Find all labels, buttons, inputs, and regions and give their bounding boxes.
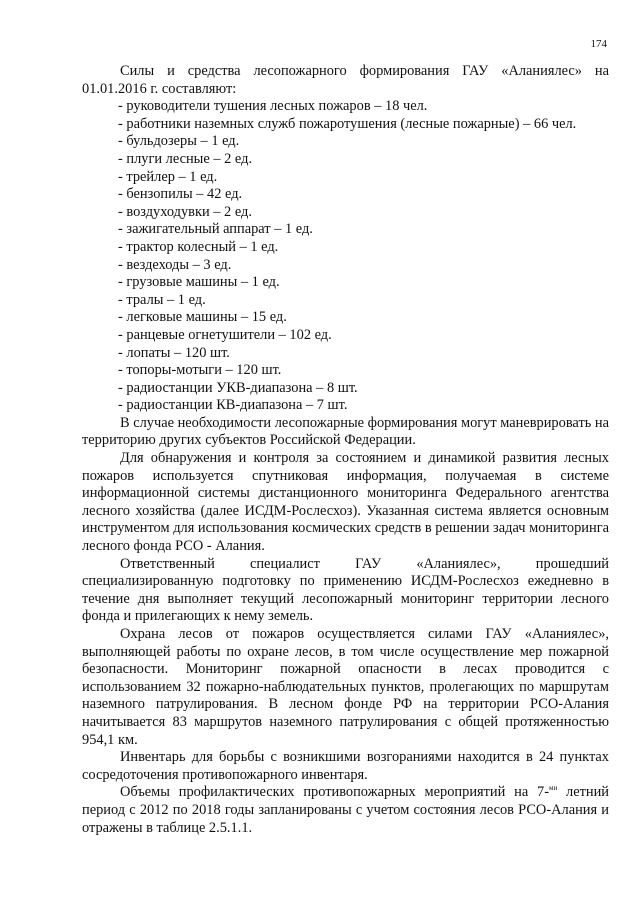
page-body — [82, 63, 609, 837]
resource-item: - плуги лесные – 2 ед. — [118, 150, 253, 167]
final-paragraph-end: летний период с 2012 по 2018 годы запланированы с учетом состояния лесов РСО-Алания и отражены в таблице 2.5.1.1. — [82, 784, 610, 836]
superscript-suffix: ми — [549, 784, 558, 793]
resource-item: - зажигательный аппарат – 1 ед. — [118, 221, 313, 238]
resource-item: - тралы – 1 ед. — [118, 291, 206, 308]
resource-item: - грузовые машины – 1 ед. — [118, 274, 280, 291]
resource-item: - работники наземных служб пожаротушения (лесные пожарные) – 66 чел. — [118, 115, 577, 132]
body-paragraph: Ответственный специалист ГАУ «Аланиялес», прошедший специализированную подготовку по применению ИСДМ-Рослесхоз ежедневно в течение дня выполняет текущий лесопожарный мониторинг территории лесного фонда и прилегающих к нему земель. — [82, 555, 609, 625]
resource-item: - лопаты – 120 шт. — [118, 344, 230, 361]
body-paragraph: Охрана лесов от пожаров осуществляется силами ГАУ «Аланиялес», выполняющей работы по охране лесов, в том числе осуществление мер пожарной безопасности. Мониторинг пожарной опасности в лесах проводится с использованием 32 пожарно-наблюдательных пунктов, пролегающих по маршрутам наземного патрулирования. В лесном фонде РФ на территории РСО-Алания начитывается 83 маршрутов наземного патрулирования с общей протяженностью 954,1 км. — [82, 626, 609, 748]
body-paragraph: Инвентарь для борьбы с возникшими возгораниями находится в 24 пунктах сосредоточения противопожарного инвентаря. — [82, 749, 609, 783]
final-paragraph — [82, 784, 609, 837]
resource-item: - ранцевые огнетушители – 102 ед. — [118, 326, 332, 343]
resource-item: - топоры-мотыги – 120 шт. — [118, 362, 282, 379]
resource-item: - трактор колесный – 1 ед. — [118, 238, 279, 255]
resource-item: - радиостанции УКВ-диапазона – 8 шт. — [118, 379, 358, 396]
intro-paragraph: Силы и средства лесопожарного формирования ГАУ «Аланиялес» на 01.01.2016 г. составляют: — [82, 63, 609, 97]
resource-item: - бульдозеры – 1 ед. — [118, 133, 240, 150]
resource-item: - радиостанции КВ-диапазона – 7 шт. — [118, 397, 348, 414]
resource-item: - бензопилы – 42 ед. — [118, 186, 243, 203]
resource-item: - легковые машины – 15 ед. — [118, 309, 287, 326]
resource-item: - воздуходувки – 2 ед. — [118, 203, 252, 220]
body-paragraph: В случае необходимости лесопожарные формирования могут маневрировать на территорию других субъектов Российской Федерации. — [82, 414, 609, 449]
resources-list — [82, 98, 609, 415]
final-paragraph-start: Объемы профилактических противопожарных мероприятий на 7- — [120, 784, 550, 801]
resource-item: - руководители тушения лесных пожаров – 18 чел. — [118, 98, 428, 115]
resource-item: - трейлер – 1 ед. — [118, 168, 218, 185]
body-paragraph: Для обнаружения и контроля за состоянием и динамикой развития лесных пожаров используется спутниковая информация, получаемая в системе информационной системы дистанционного мониторинга Федерального агентства лесного хозяйства (далее ИСДМ-Рослесхоз). Указанная система является основным инструментом для использования космических средств в решении задач мониторинга лесного фонда РСО - Алания. — [82, 450, 609, 555]
resource-item: - вездеходы – 3 ед. — [118, 256, 232, 273]
page-number: 174 — [590, 38, 607, 50]
